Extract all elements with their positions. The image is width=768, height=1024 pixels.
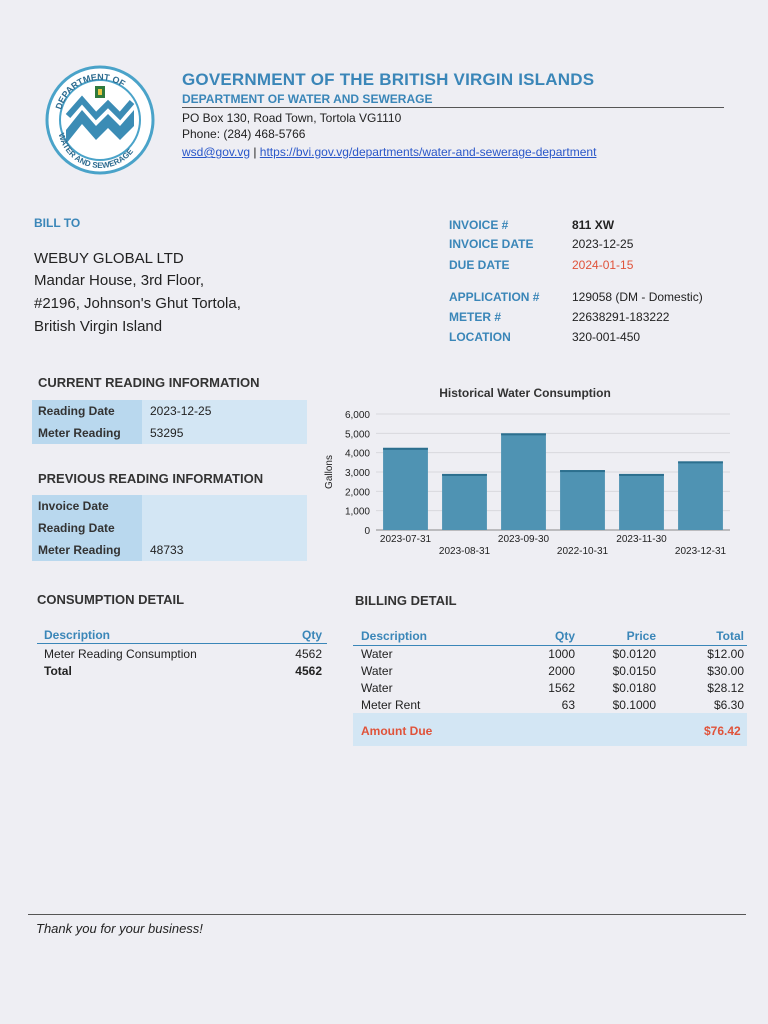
thank-you-note: Thank you for your business!: [36, 921, 203, 936]
chart-bar: [678, 461, 723, 530]
prev-meter-reading-value: 48733: [150, 543, 184, 557]
address: PO Box 130, Road Town, Tortola VG1110: [182, 111, 402, 125]
chart-bar: [442, 474, 487, 530]
logo-text-top: DEPARTMENT OF: [53, 71, 127, 111]
x-tick-label: 2022-10-31: [556, 546, 609, 557]
chart-bar-top: [501, 433, 546, 435]
x-tick-label: 2023-11-30: [616, 534, 667, 545]
billing-row-description: Water: [361, 664, 393, 678]
meter-reading-row: [32, 539, 307, 561]
previous-reading-title: PREVIOUS READING INFORMATION: [38, 471, 264, 486]
y-tick-label: 2,000: [344, 487, 370, 499]
consumption-chart: [318, 382, 738, 562]
y-tick-label: 0: [364, 526, 370, 537]
consumption-col-description: Description: [44, 628, 111, 642]
reading-date-row: [32, 400, 307, 422]
meter-label: METER #: [449, 310, 502, 324]
billing-col-qty: Qty: [554, 629, 575, 643]
org-title: GOVERNMENT OF THE BRITISH VIRGIN ISLANDS: [182, 70, 595, 89]
y-tick-label: 1,000: [344, 506, 370, 518]
invoice-number-label: INVOICE #: [449, 218, 509, 232]
chart-bar-top: [560, 470, 605, 472]
phone: Phone: (284) 468-5766: [182, 127, 306, 141]
billing-row-price: $0.1000: [612, 698, 656, 712]
bill-to-line: #2196, Johnson's Ghut Tortola,: [34, 295, 241, 312]
x-tick-label: 2023-08-31: [438, 546, 491, 557]
website-link[interactable]: https://bvi.gov.vg/departments/water-and-sewerage-department: [259, 145, 597, 159]
reading-date-label: Reading Date: [32, 400, 142, 422]
meter-reading-value: 53295: [150, 426, 184, 440]
chart-bar-top: [442, 474, 487, 476]
bill-to-label: BILL TO: [34, 216, 81, 230]
billing-header-rule: [353, 645, 747, 646]
due-date-label: DUE DATE: [449, 258, 510, 272]
footer-divider: [28, 914, 746, 915]
amount-due-label: Amount Due: [361, 724, 433, 738]
consumption-total-label: Total: [44, 664, 72, 678]
bill-to-line: Mandar House, 3rd Floor,: [34, 272, 205, 289]
bill-to-line: WEBUY GLOBAL LTD: [34, 250, 184, 267]
consumption-detail-title: CONSUMPTION DETAIL: [37, 592, 185, 607]
bill-to-line: British Virgin Island: [34, 318, 163, 335]
y-axis-label: Gallons: [324, 455, 335, 489]
link-separator: |: [250, 145, 260, 159]
meter-reading-row: [32, 422, 307, 444]
chart-bar-top: [678, 461, 723, 463]
chart-bar: [501, 433, 546, 530]
current-reading-title: CURRENT READING INFORMATION: [38, 375, 260, 390]
reading-date-row: [32, 517, 307, 539]
amount-due-value: $76.42: [704, 724, 741, 738]
chart-bar: [383, 448, 428, 530]
billing-row-total: $28.12: [707, 681, 744, 695]
billing-col-price: Price: [626, 629, 656, 643]
application-label: APPLICATION #: [449, 290, 540, 304]
billing-row-qty: 2000: [548, 664, 575, 678]
billing-row-description: Water: [361, 681, 393, 695]
billing-row-qty: 1000: [548, 647, 575, 661]
billing-row-description: Meter Rent: [361, 698, 421, 712]
billing-row-qty: 1562: [548, 681, 575, 695]
department-logo: [44, 64, 156, 176]
y-tick-label: 3,000: [344, 468, 370, 479]
billing-row-price: $0.0120: [612, 647, 656, 661]
consumption-row-qty: 4562: [295, 647, 322, 661]
x-tick-label: 2023-09-30: [497, 534, 550, 545]
billing-row-description: Water: [361, 647, 393, 661]
prev-meter-reading-label: Meter Reading: [32, 539, 142, 561]
invoice-date: 2023-12-25: [572, 237, 634, 251]
current-reading-box: [32, 400, 307, 444]
chart-bar-top: [383, 448, 428, 450]
prev-invoice-date-label: Invoice Date: [32, 495, 142, 517]
billing-row-qty: 63: [561, 698, 575, 712]
billing-row-total: $12.00: [707, 647, 744, 661]
consumption-header-rule: [37, 643, 327, 644]
billing-col-description: Description: [361, 629, 428, 643]
meter-reading-label: Meter Reading: [32, 422, 142, 444]
billing-row-price: $0.0180: [612, 681, 656, 695]
prev-reading-date-label: Reading Date: [32, 517, 142, 539]
chart-bar-top: [619, 474, 664, 476]
billing-detail-title: BILLING DETAIL: [355, 593, 457, 608]
location-label: LOCATION: [449, 330, 511, 344]
billing-row-price: $0.0150: [612, 664, 656, 678]
application-number: 129058 (DM - Domestic): [572, 290, 703, 304]
contact-links: [182, 145, 596, 159]
invoice-date-label: INVOICE DATE: [449, 237, 534, 251]
consumption-total-qty: 4562: [295, 664, 322, 678]
invoice-number: 811 XW: [572, 218, 615, 232]
due-date: 2024-01-15: [572, 258, 634, 272]
y-tick-label: 5,000: [344, 429, 370, 441]
billing-row-total: $30.00: [707, 664, 744, 678]
x-tick-label: 2023-12-31: [674, 546, 727, 557]
y-tick-label: 6,000: [344, 410, 370, 421]
chart-bar: [560, 470, 605, 530]
reading-date-value: 2023-12-25: [150, 404, 212, 418]
billing-col-total: Total: [716, 629, 744, 643]
location-value: 320-001-450: [572, 330, 641, 344]
x-tick-label: 2023-07-31: [379, 534, 432, 545]
chart-bar: [619, 474, 664, 530]
invoice-date-row: [32, 495, 307, 517]
email-link[interactable]: wsd@gov.vg: [182, 145, 250, 159]
header-divider: [182, 107, 724, 108]
dept-title: DEPARTMENT OF WATER AND SEWERAGE: [182, 92, 433, 106]
billing-row-total: $6.30: [713, 698, 744, 712]
logo-text-bottom: WATER AND SEWERAGE: [56, 131, 136, 171]
consumption-row-description: Meter Reading Consumption: [44, 647, 197, 661]
chart-title: Historical Water Consumption: [439, 386, 611, 400]
meter-number: 22638291-183222: [572, 310, 670, 324]
previous-reading-box: [32, 495, 307, 561]
y-tick-label: 4,000: [344, 448, 370, 460]
consumption-col-qty: Qty: [301, 628, 322, 642]
